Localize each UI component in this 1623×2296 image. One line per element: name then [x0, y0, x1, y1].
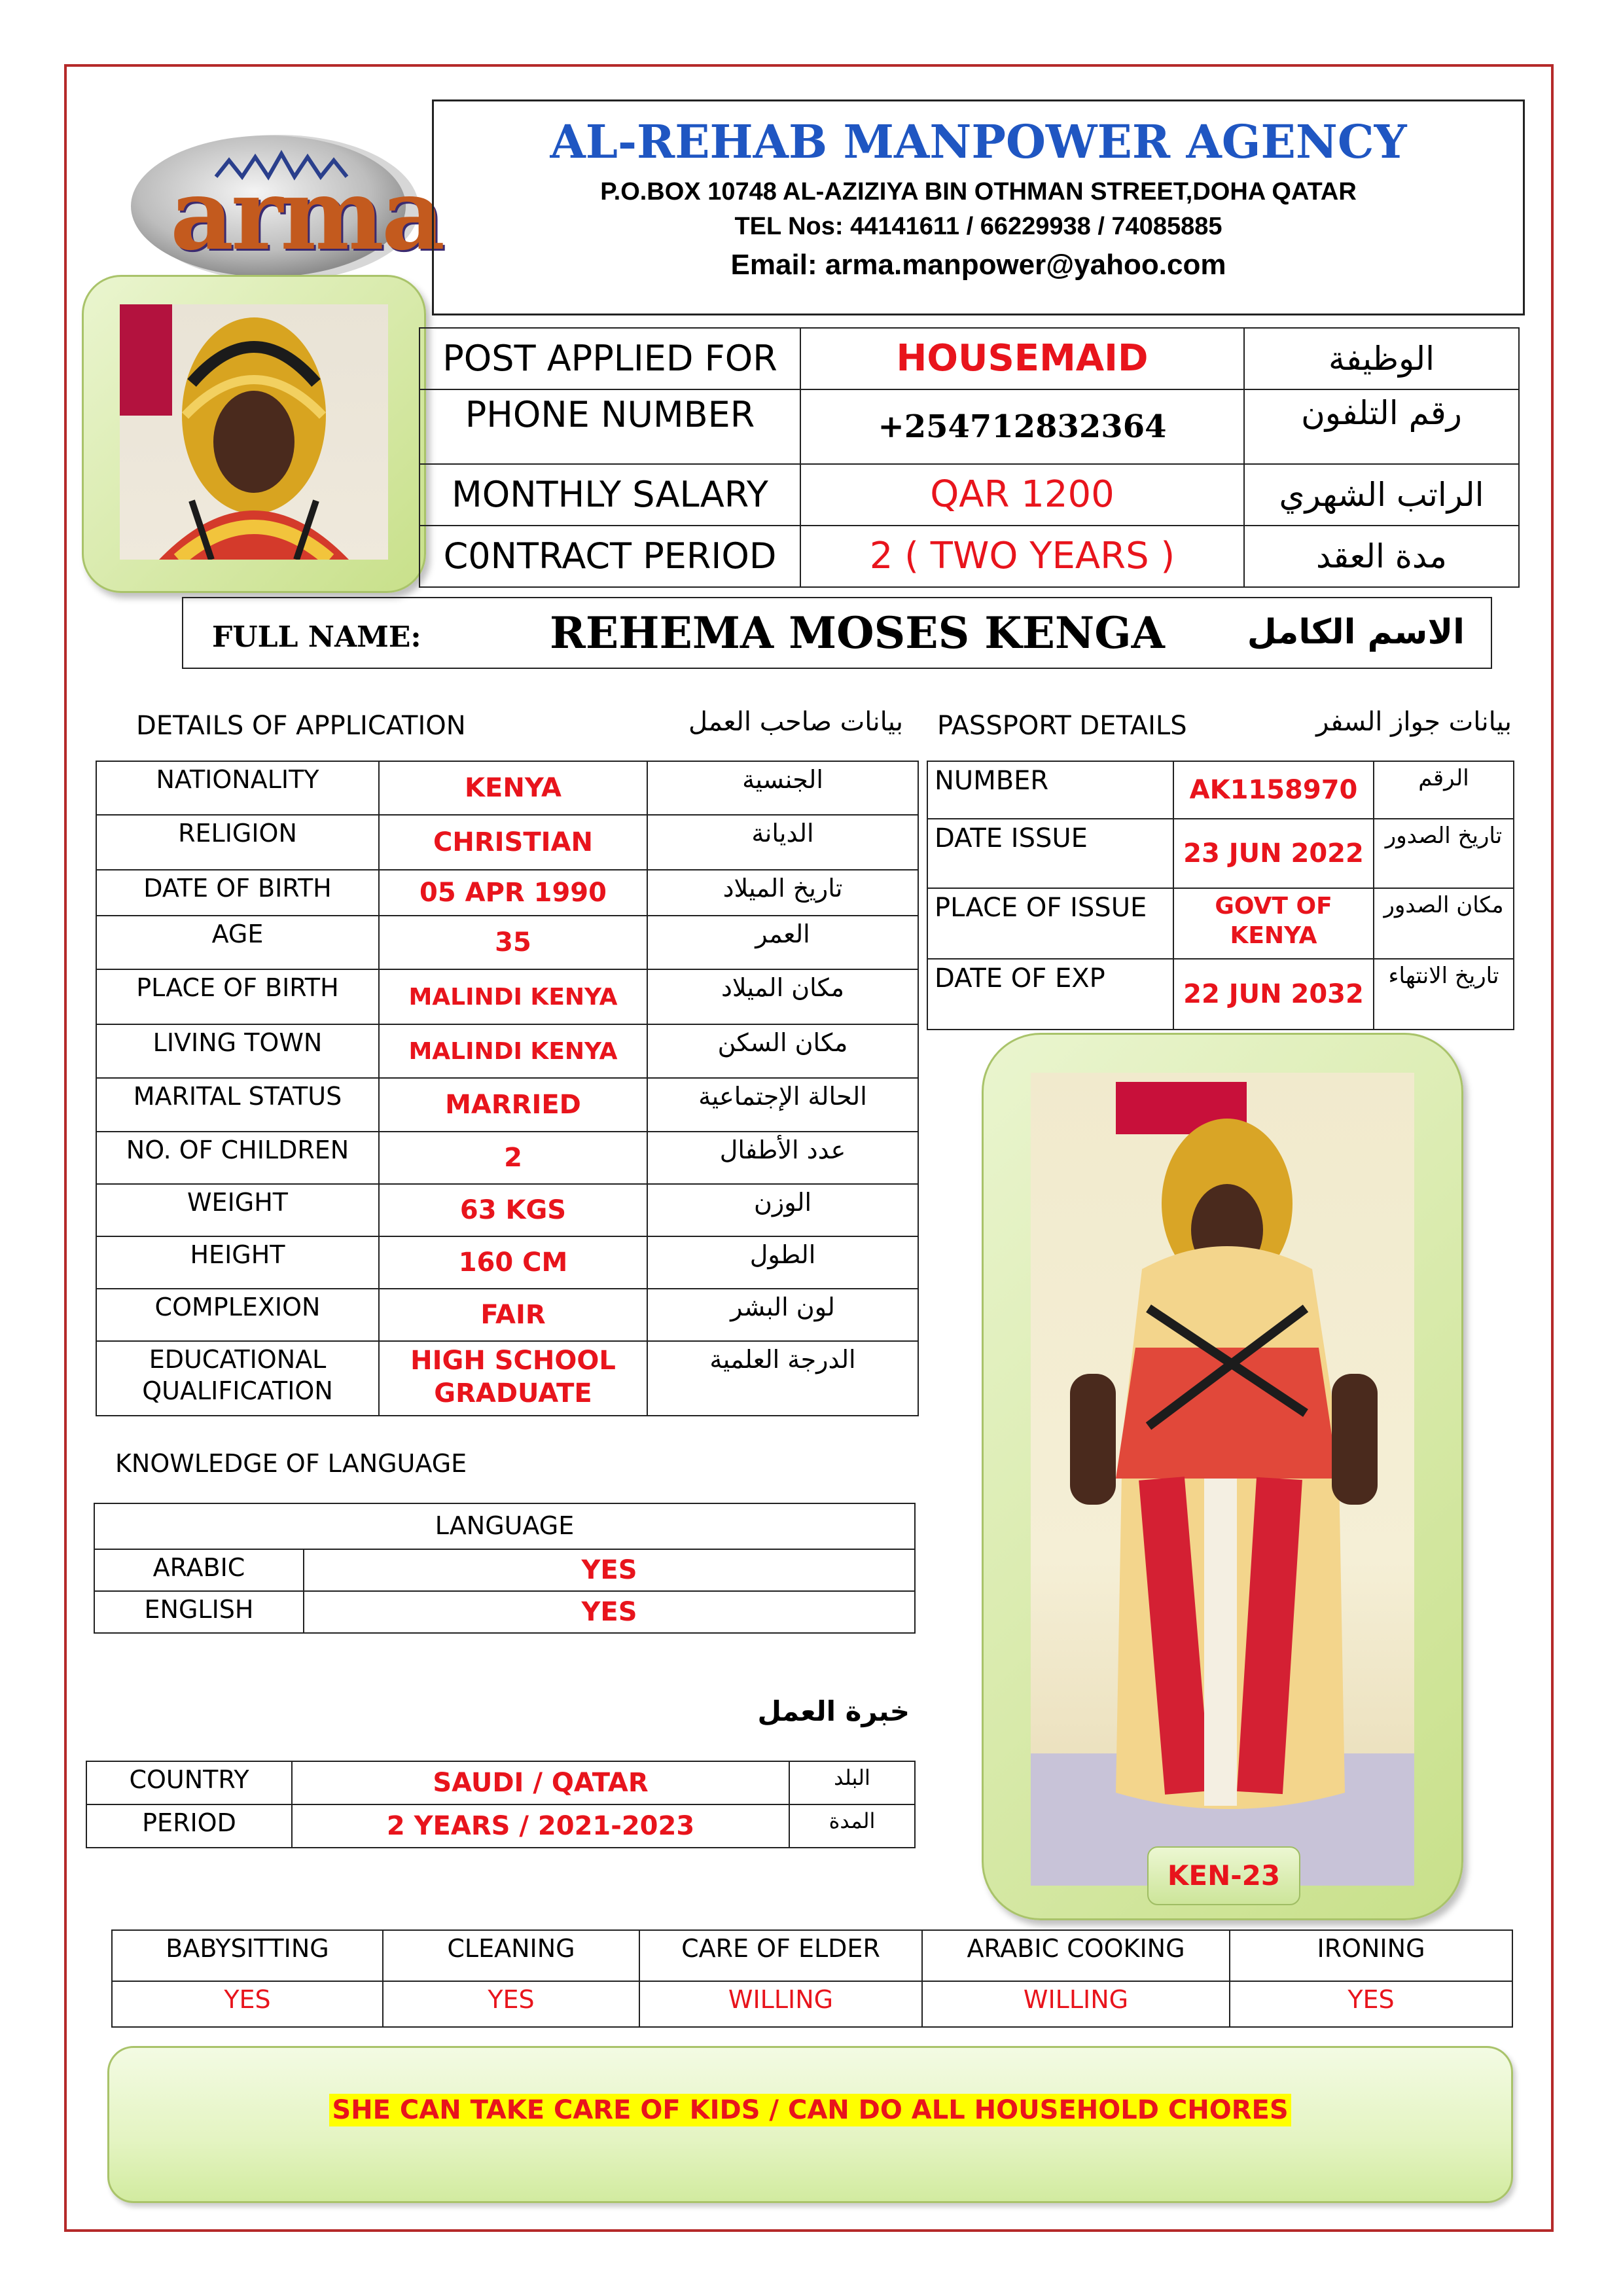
- experience-table: [86, 1761, 916, 1848]
- date-issue-value: 23 JUN 2022: [1173, 819, 1374, 888]
- children-arabic: عدد الأطفال: [647, 1132, 918, 1184]
- table-row: [96, 1132, 918, 1184]
- language-table: [94, 1503, 916, 1634]
- language-heading: KNOWLEDGE OF LANGUAGE: [115, 1449, 467, 1478]
- table-row: [94, 1591, 915, 1633]
- english-value: YES: [304, 1591, 915, 1633]
- photo-code-badge: [1147, 1846, 1300, 1905]
- place-issue-value: GOVT OF KENYA: [1173, 888, 1374, 959]
- arma-logo: [118, 124, 443, 288]
- post-arabic: الوظيفة: [1244, 328, 1519, 389]
- height-arabic: الطول: [647, 1236, 918, 1289]
- full-name-box: [182, 597, 1492, 669]
- language-header: LANGUAGE: [94, 1503, 915, 1549]
- agency-name: AL-REHAB MANPOWER AGENCY: [550, 115, 1407, 169]
- salary-label: MONTHLY SALARY: [419, 464, 800, 526]
- table-row: [96, 815, 918, 870]
- table-row: [96, 1289, 918, 1341]
- table-row: [96, 1236, 918, 1289]
- table-row: [112, 1981, 1512, 2027]
- portrait-photo: [120, 304, 388, 560]
- passport-number-value: AK1158970: [1173, 761, 1374, 819]
- passport-number-arabic: الرقم: [1374, 761, 1514, 819]
- salary-arabic: الراتب الشهري: [1244, 464, 1519, 526]
- salary-value: QAR 1200: [800, 464, 1244, 526]
- table-row: [86, 1761, 915, 1804]
- age-value: 35: [379, 916, 647, 969]
- post-value: HOUSEMAID: [800, 328, 1244, 389]
- table-row: [96, 1184, 918, 1236]
- complexion-arabic: لون البشر: [647, 1289, 918, 1341]
- application-heading-arabic: بيانات صاحب العمل: [688, 707, 903, 737]
- table-row: [96, 1024, 918, 1078]
- age-arabic: العمر: [647, 916, 918, 969]
- height-label: HEIGHT: [96, 1236, 379, 1289]
- skill-value-cleaning: YES: [383, 1981, 639, 2027]
- religion-value: CHRISTIAN: [379, 815, 647, 870]
- post-label: POST APPLIED FOR: [419, 328, 800, 389]
- dob-value: 05 APR 1990: [379, 870, 647, 916]
- skill-value-babysitting: YES: [112, 1981, 383, 2027]
- contract-value: 2 ( TWO YEARS ): [800, 526, 1244, 587]
- agency-header: [432, 99, 1525, 315]
- table-row: [96, 916, 918, 969]
- period-arabic: المدة: [789, 1804, 915, 1848]
- skill-value-arabic-cooking: WILLING: [922, 1981, 1230, 2027]
- table-row: [112, 1930, 1512, 1981]
- nationality-value: KENYA: [379, 761, 647, 815]
- full-body-photo: [1031, 1073, 1414, 1886]
- weight-arabic: الوزن: [647, 1184, 918, 1236]
- skill-header-cleaning: CLEANING: [383, 1930, 639, 1981]
- skill-header-babysitting: BABYSITTING: [112, 1930, 383, 1981]
- table-row: [96, 1078, 918, 1132]
- experience-heading-arabic: خبرة العمل: [757, 1695, 910, 1727]
- skill-header-ironing: IRONING: [1230, 1930, 1512, 1981]
- photo-code: KEN-23: [1167, 1859, 1281, 1892]
- period-value: 2 YEARS / 2021-2023: [292, 1804, 789, 1848]
- country-label: COUNTRY: [86, 1761, 292, 1804]
- children-label: NO. OF CHILDREN: [96, 1132, 379, 1184]
- children-value: 2: [379, 1132, 647, 1184]
- dob-arabic: تاريخ الميلاد: [647, 870, 918, 916]
- phone-arabic: رقم التلفون: [1244, 389, 1519, 464]
- nationality-label: NATIONALITY: [96, 761, 379, 815]
- agency-email: Email: arma.manpower@yahoo.com: [730, 249, 1226, 281]
- skill-value-care-of-elder: WILLING: [639, 1981, 922, 2027]
- place-of-birth-value: MALINDI KENYA: [379, 969, 647, 1024]
- education-arabic: الدرجة العلمية: [647, 1341, 918, 1416]
- table-row: [94, 1503, 915, 1549]
- arabic-label: ARABIC: [94, 1549, 304, 1591]
- place-issue-label: PLACE OF ISSUE: [927, 888, 1173, 959]
- english-label: ENGLISH: [94, 1591, 304, 1633]
- table-row: [96, 761, 918, 815]
- table-row: [927, 959, 1514, 1030]
- table-row: [927, 761, 1514, 819]
- place-issue-arabic: مكان الصدور: [1374, 888, 1514, 959]
- remark-text: SHE CAN TAKE CARE OF KIDS / CAN DO ALL HOUSEHOLD CHORES: [329, 2094, 1291, 2126]
- place-of-birth-arabic: مكان الميلاد: [647, 969, 918, 1024]
- table-row: [927, 888, 1514, 959]
- agency-address: P.O.BOX 10748 AL-AZIZIYA BIN OTHMAN STREET,DOHA QATAR: [600, 178, 1357, 206]
- dob-label: DATE OF BIRTH: [96, 870, 379, 916]
- table-row: [86, 1804, 915, 1848]
- period-label: PERIOD: [86, 1804, 292, 1848]
- table-row: [927, 819, 1514, 888]
- phone-row: [419, 389, 1519, 464]
- living-town-arabic: مكان السكن: [647, 1024, 918, 1078]
- marital-status-label: MARITAL STATUS: [96, 1078, 379, 1132]
- portrait-photo-frame: [82, 275, 426, 593]
- height-value: 160 CM: [379, 1236, 647, 1289]
- contract-row: [419, 526, 1519, 587]
- age-label: AGE: [96, 916, 379, 969]
- passport-heading-arabic: بيانات جواز السفر: [1316, 707, 1512, 737]
- phone-label: PHONE NUMBER: [419, 389, 800, 464]
- skill-header-care-of-elder: CARE OF ELDER: [639, 1930, 922, 1981]
- passport-heading: PASSPORT DETAILS: [937, 711, 1187, 741]
- weight-label: WEIGHT: [96, 1184, 379, 1236]
- contract-label: C0NTRACT PERIOD: [419, 526, 800, 587]
- weight-value: 63 KGS: [379, 1184, 647, 1236]
- passport-number-label: NUMBER: [927, 761, 1173, 819]
- date-exp-value: 22 JUN 2032: [1173, 959, 1374, 1030]
- post-table: [419, 327, 1520, 588]
- complexion-value: FAIR: [379, 1289, 647, 1341]
- date-issue-label: DATE ISSUE: [927, 819, 1173, 888]
- marital-status-arabic: الحالة الإجتماعية: [647, 1078, 918, 1132]
- religion-arabic: الديانة: [647, 815, 918, 870]
- full-name-arabic: الاسم الكامل: [1247, 613, 1465, 652]
- post-row: [419, 328, 1519, 389]
- phone-value: +254712832364: [800, 389, 1244, 464]
- marital-status-value: MARRIED: [379, 1078, 647, 1132]
- skills-table: [111, 1929, 1513, 2028]
- agency-tel: TEL Nos: 44141611 / 66229938 / 74085885: [734, 213, 1222, 240]
- table-row: [96, 1341, 918, 1416]
- place-of-birth-label: PLACE OF BIRTH: [96, 969, 379, 1024]
- date-exp-label: DATE OF EXP: [927, 959, 1173, 1030]
- living-town-value: MALINDI KENYA: [379, 1024, 647, 1078]
- skill-value-ironing: YES: [1230, 1981, 1512, 2027]
- logo-text: arma: [170, 157, 443, 272]
- nationality-arabic: الجنسية: [647, 761, 918, 815]
- arabic-value: YES: [304, 1549, 915, 1591]
- education-label: EDUCATIONAL QUALIFICATION: [96, 1341, 379, 1416]
- table-row: [94, 1549, 915, 1591]
- skill-header-arabic-cooking: ARABIC COOKING: [922, 1930, 1230, 1981]
- contract-arabic: مدة العقد: [1244, 526, 1519, 587]
- country-value: SAUDI / QATAR: [292, 1761, 789, 1804]
- application-heading: DETAILS OF APPLICATION: [136, 711, 466, 741]
- living-town-label: LIVING TOWN: [96, 1024, 379, 1078]
- salary-row: [419, 464, 1519, 526]
- table-row: [96, 969, 918, 1024]
- passport-table: [927, 761, 1514, 1030]
- complexion-label: COMPLEXION: [96, 1289, 379, 1341]
- date-issue-arabic: تاريخ الصدور: [1374, 819, 1514, 888]
- date-exp-arabic: تاريخ الانتهاء: [1374, 959, 1514, 1030]
- application-table: [96, 761, 919, 1416]
- religion-label: RELIGION: [96, 815, 379, 870]
- table-row: [96, 870, 918, 916]
- country-arabic: البلد: [789, 1761, 915, 1804]
- remark-box: [107, 2046, 1513, 2203]
- full-name-value: REHEMA MOSES KENGA: [550, 607, 1165, 658]
- full-name-label: FULL NAME:: [212, 620, 421, 654]
- education-value: HIGH SCHOOL GRADUATE: [379, 1341, 647, 1416]
- full-body-photo-frame: [982, 1033, 1463, 1920]
